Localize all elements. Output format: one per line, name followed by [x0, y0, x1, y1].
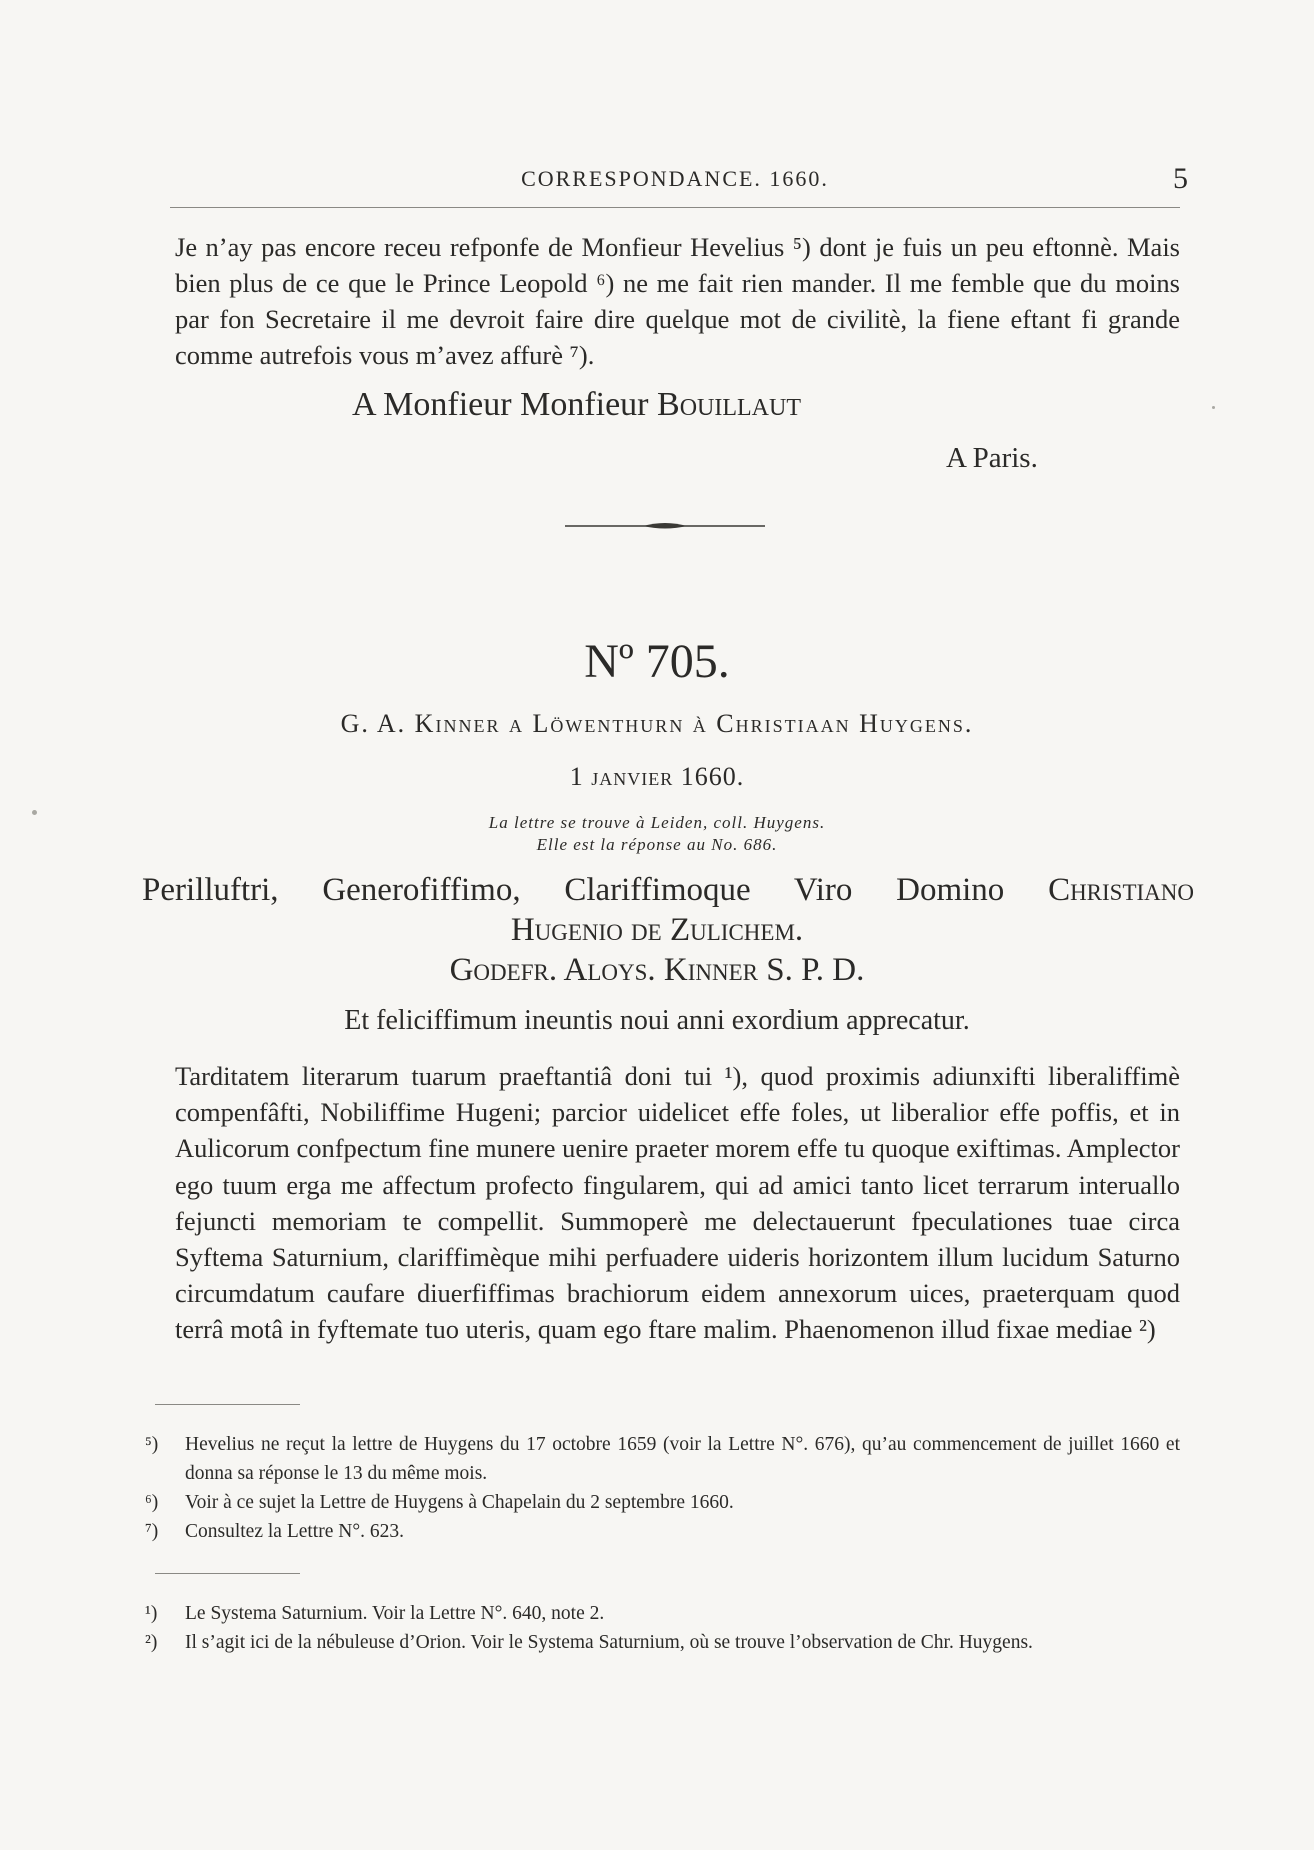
footnote-text: Voir à ce sujet la Lettre de Huygens à Chapelain du 2 septembre 1660. [185, 1492, 734, 1513]
running-header [170, 162, 1188, 206]
footnote-mark: ⁵) [145, 1434, 159, 1455]
footnote [145, 1628, 1180, 1657]
footnote-mark: ⁷) [145, 1521, 159, 1542]
address-name: Bouillaut [657, 386, 801, 423]
address-line [352, 386, 801, 424]
salutation-block [120, 870, 1194, 990]
source-note [0, 812, 1314, 856]
footnote [145, 1430, 1180, 1488]
footnote-text: Le Systema Saturnium. Voir la Lettre N°. 640, note 2. [185, 1603, 605, 1624]
salutation-line-2: Hugenio de Zulichem. [510, 912, 804, 948]
address-city: A Paris. [946, 442, 1038, 474]
footnote [145, 1517, 1180, 1546]
footnote-rule [155, 1404, 300, 1405]
paper-speck [32, 810, 37, 815]
footnote-mark: ⁶) [145, 1492, 159, 1513]
salutation-line-1 [142, 870, 1194, 910]
correspondents-heading: G. A. Kinner a Löwenthurn à Christiaan Huygens. [340, 709, 974, 738]
salutation-line-1-name: Christiano [1048, 872, 1195, 908]
footnote [145, 1599, 1180, 1628]
running-title: CORRESPONDANCE. 1660. [521, 166, 829, 191]
footnote-mark: ²) [145, 1632, 158, 1653]
footnotes-current-letter [145, 1599, 1180, 1657]
footnote-text: Hevelius ne reçut la lettre de Huygens du 17 octobre 1659 (voir la Lettre N°. 676), qu’au commencement de juillet 1660 et donna sa réponse le 13 du même mois. [185, 1434, 1180, 1484]
salutation-line-1-text: Perilluftri, Generofiffimo, Clariffimoque Viro Domino [142, 872, 1005, 908]
footnote-text: Il s’agit ici de la nébuleuse d’Orion. Voir le Systema Saturnium, où se trouve l’observation de Chr. Huygens. [185, 1632, 1033, 1653]
previous-letter-closing-paragraph: Je n’ay pas encore receu refponfe de Monfieur Hevelius ⁵) dont je fuis un peu eftonnè. Mais bien plus de ce que le Prince Leopold ⁶) ne me fait rien mander. Il me femble que du moins par fon Secretaire il me devroit faire dire quelque mot de civilitè, la fiene eftant fi grande comme autrefois vous m’avez affurè ⁷). [175, 232, 1180, 370]
address-prefix: A Monfieur Monfieur [352, 386, 649, 423]
footnote-rule [155, 1573, 300, 1574]
salutation-line-3: Godefr. Aloys. Kinner S. P. D. [449, 952, 865, 988]
letter-date: 1 janvier 1660. [569, 762, 745, 791]
header-rule [170, 207, 1180, 208]
footnote-mark: ¹) [145, 1603, 158, 1624]
footnote [145, 1488, 1180, 1517]
footnotes-previous-letter [145, 1430, 1180, 1546]
footnote-text: Consultez la Lettre N°. 623. [185, 1521, 404, 1542]
paper-speck [1212, 406, 1215, 409]
ornament-divider [565, 516, 765, 536]
letter-number: Nº 705. [584, 635, 730, 688]
greeting-subtitle: Et feliciffimum ineuntis noui anni exordium apprecatur. [344, 1005, 970, 1036]
source-line-1: La lettre se trouve à Leiden, coll. Huygens. [488, 813, 826, 832]
letter-body-paragraph: Tarditatem literarum tuarum praeftantiâ doni tui ¹), quod proximis adiunxifti liberaliffimè compenfâfti, Nobiliffime Hugeni; parcior uidelicet effe foles, ut liberalior effe poffis, et in Aulicorum confpectum fine munere uenire praeter morem effe tu quoque exiftimas. Amplector ego tuum erga me affectum profecto fingularem, qui ad amici tanto licet terrarum interuallo fejuncti memoriam te compellit. Summoperè me delectauerunt fpeculationes tuae circa Syftema Saturnium, clariffimèque mihi perfuadere uideris horizontem illum lucidum Saturno circumdatum caufare diuerfiffimas brachiorum eidem annexorum uices, praeterquam quod terrâ motâ in fyftemate tuo uteris, quam ego ftare malim. Phaenomenon illud fixae mediae ²) [175, 1061, 1180, 1345]
source-line-2: Elle est la réponse au No. 686. [536, 835, 778, 854]
page-number: 5 [1173, 162, 1188, 195]
